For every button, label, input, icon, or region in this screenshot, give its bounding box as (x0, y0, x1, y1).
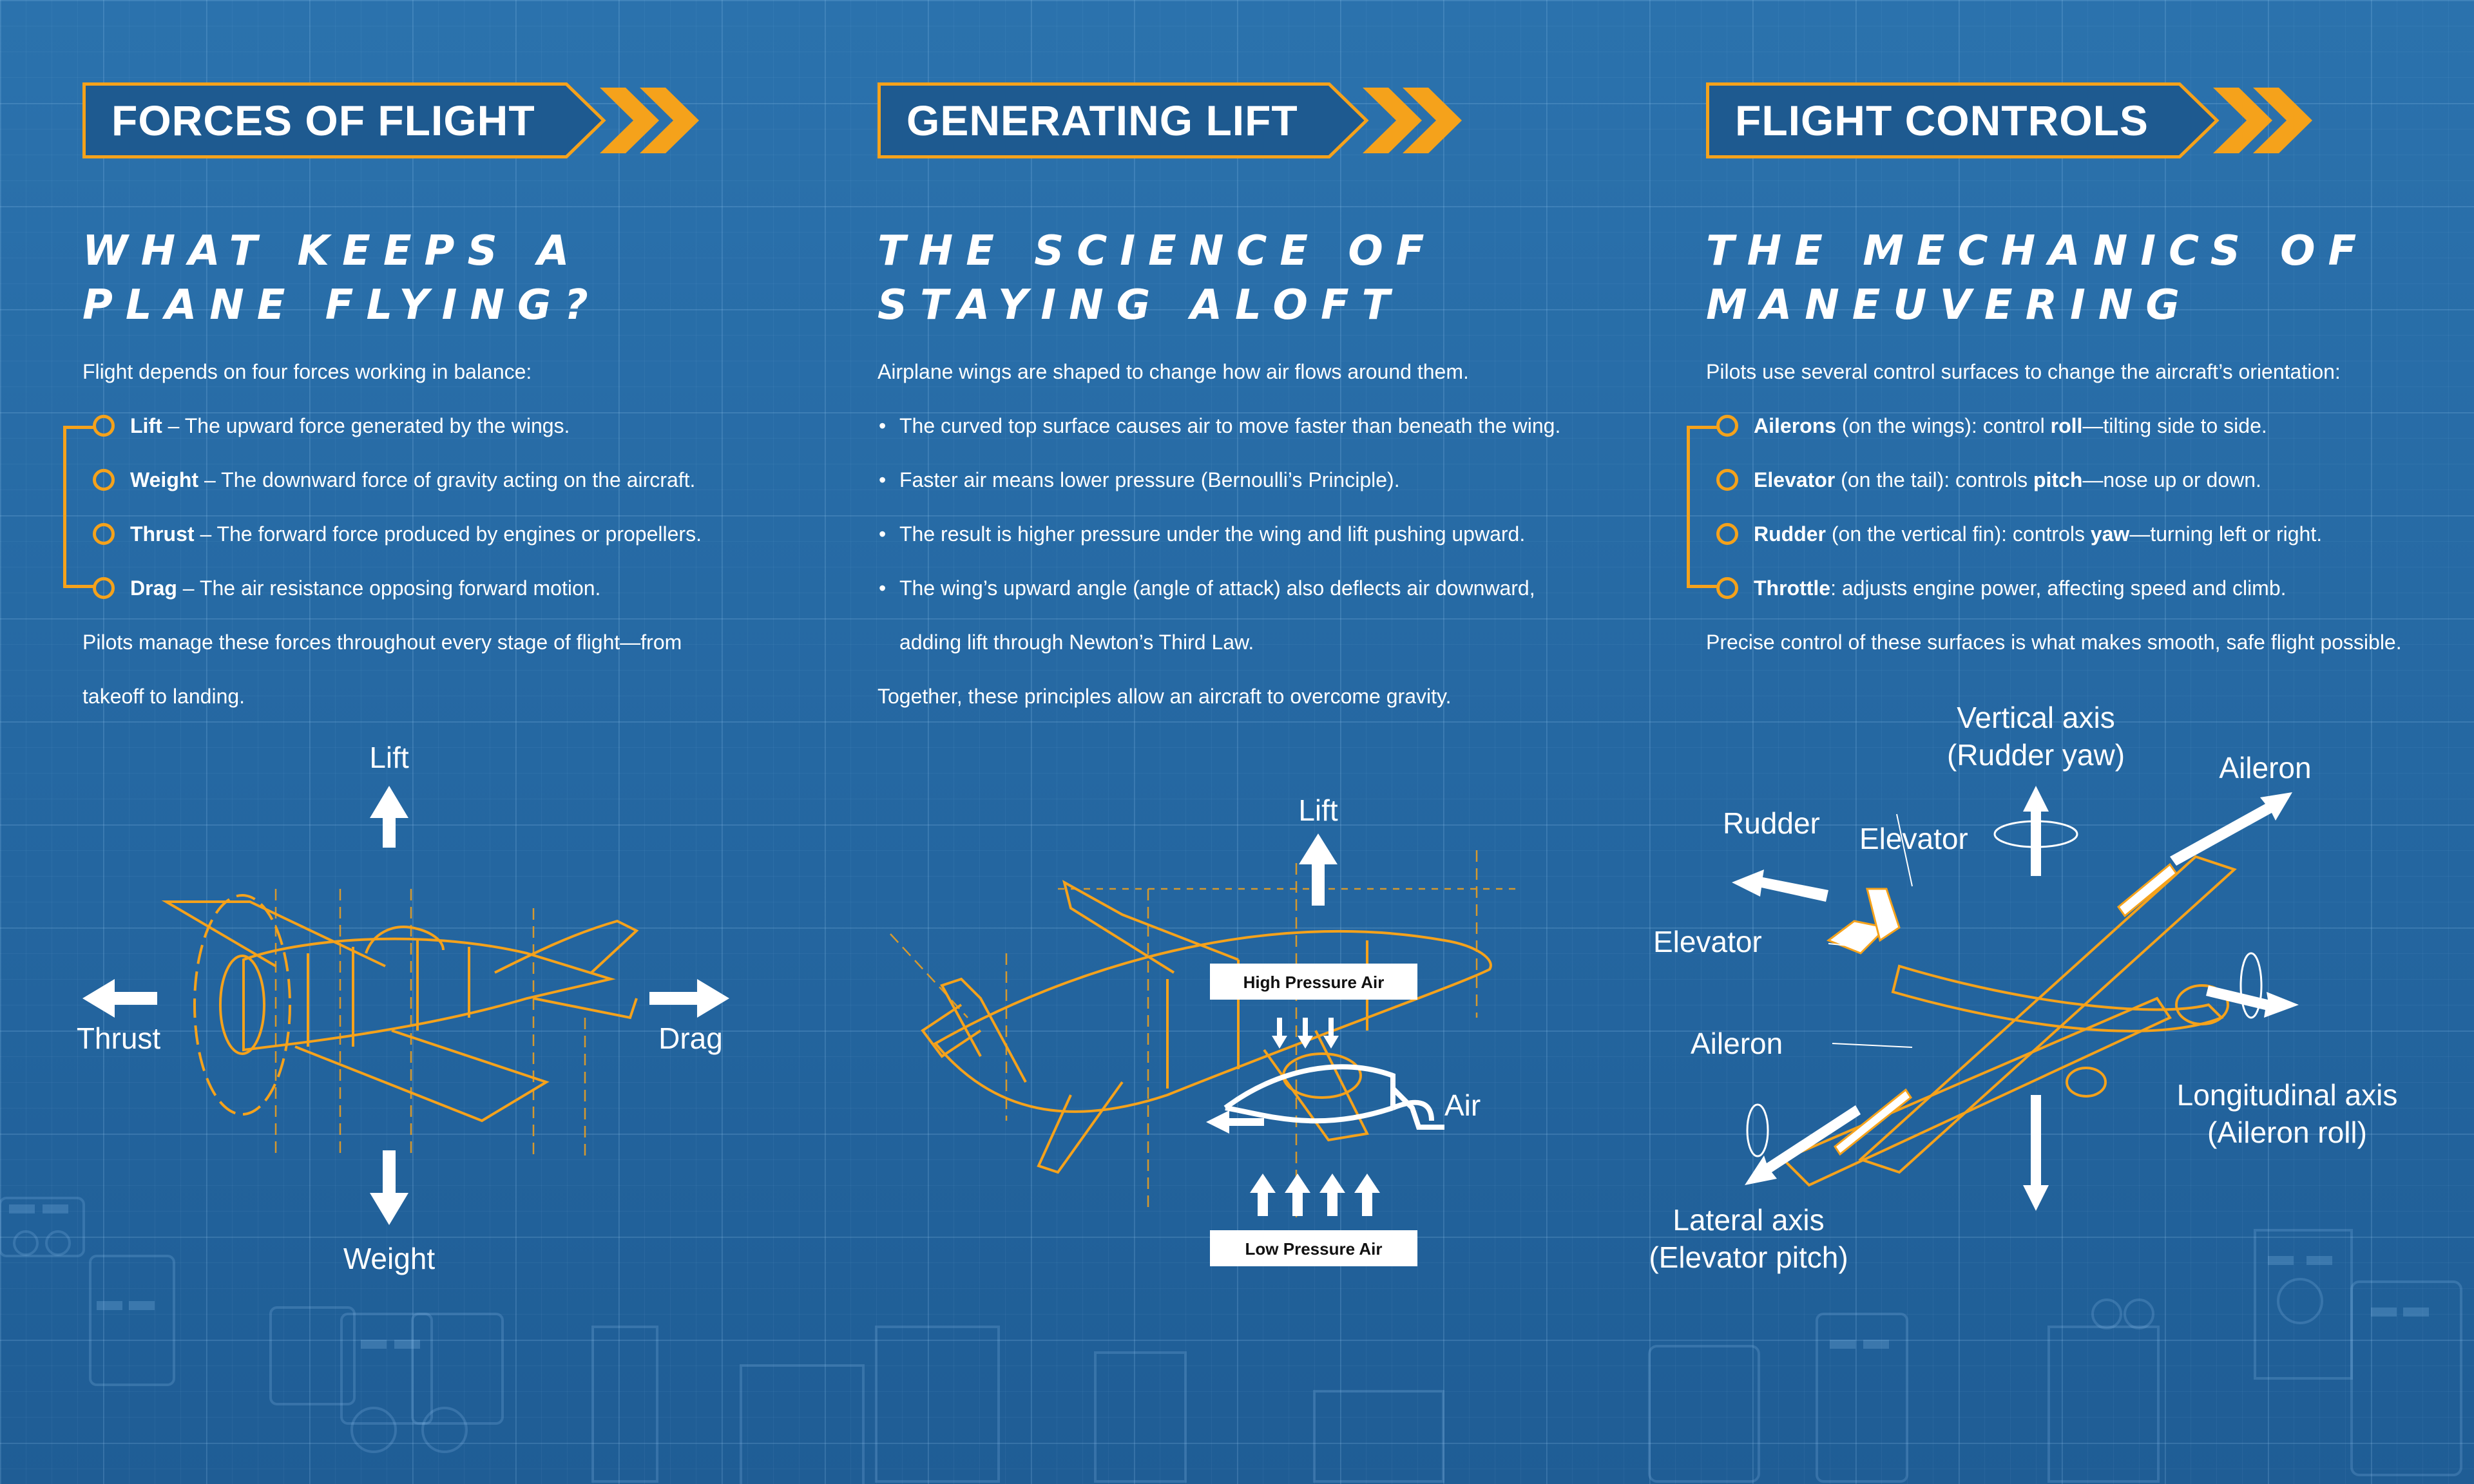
arrow-down-icon (2023, 1095, 2049, 1211)
list-item: Weight – The downward force of gravity acting on the aircraft. (82, 453, 817, 507)
intro-text: Flight depends on four forces working in balance: (82, 360, 532, 383)
intro-text: Pilots use several control surfaces to change the aircraft’s orientation: (1706, 360, 2341, 383)
rudder-label: Rudder (1723, 806, 1820, 840)
circle-bullet-icon (1716, 523, 1738, 545)
air-label: Air (1444, 1089, 1481, 1122)
low-pressure-label: Low Pressure Air (1245, 1239, 1383, 1259)
arrow-left-icon (1732, 870, 1828, 902)
list-item: • The wing’s upward angle (angle of attack) also deflects air downward, (877, 561, 1612, 615)
lift-diagram-svg (877, 696, 1618, 1340)
section-banner (1706, 82, 2316, 158)
intro-text: Airplane wings are shaped to change how air flows around them. (877, 360, 1469, 383)
bullet-dot-icon: • (879, 576, 887, 600)
lift-label: Lift (369, 741, 409, 774)
airliner-blueprint-icon (923, 882, 1491, 1172)
chevron-arrows-icon (2213, 82, 2316, 158)
list-item: Ailerons (on the wings): control roll—tilting side to side. (1706, 399, 2440, 453)
section-subtitle: WHAT KEEPS A PLANE FLYING? (82, 227, 601, 329)
pitch-rotation-icon (1747, 1105, 1768, 1156)
arrow-right-icon (649, 979, 729, 1018)
controls-list (1706, 399, 2440, 615)
lift-label: Lift (1298, 794, 1338, 827)
circle-bullet-icon (1716, 577, 1738, 599)
circle-bullet-icon (93, 469, 115, 491)
lateral-axis-label: Lateral axis (1673, 1203, 1825, 1237)
lift-diagram (877, 696, 1618, 1340)
controls-diagram-svg (1649, 696, 2447, 1340)
vertical-axis-sublabel: (Rudder yaw) (1946, 738, 2125, 772)
section-subtitle: THE SCIENCE OF STAYING ALOFT (877, 227, 1437, 329)
elevator-label: Elevator (1859, 822, 1968, 855)
list-item: • The curved top surface causes air to move faster than beneath the wing. (877, 399, 1612, 453)
arrow-upright-icon (2170, 792, 2292, 866)
upward-arrows-icon (1250, 1174, 1380, 1216)
arrow-up-icon (2023, 786, 2049, 876)
high-pressure-label: High Pressure Air (1243, 973, 1385, 992)
outro-text: Pilots manage these forces throughout every stage of flight—from (82, 631, 682, 654)
thrust-label: Thrust (76, 1022, 161, 1055)
section-banner (82, 82, 703, 158)
list-item: Rudder (on the vertical fin): controls yaw—turning left or right. (1706, 507, 2440, 561)
list-item: Elevator (on the tail): controls pitch—nose up or down. (1706, 453, 2440, 507)
chevron-arrows-icon (1363, 82, 1466, 158)
weight-label: Weight (343, 1242, 436, 1275)
bullet-dot-icon: • (879, 522, 887, 546)
circle-bullet-icon (1716, 415, 1738, 437)
outro-text: takeoff to landing. (82, 685, 245, 708)
airplane-blueprint-icon (166, 895, 637, 1121)
banner-title: GENERATING LIFT (906, 97, 1298, 144)
circle-bullet-icon (93, 577, 115, 599)
list-item: Lift – The upward force generated by the wings. (82, 399, 817, 453)
aileron-label: Aileron (1691, 1027, 1783, 1060)
lateral-axis-sublabel: (Elevator pitch) (1649, 1241, 1848, 1274)
arrow-right-icon (2206, 985, 2299, 1018)
roll-rotation-icon (2241, 953, 2261, 1018)
arrow-down-icon (370, 1150, 408, 1225)
generating-lift-section (877, 0, 1618, 1484)
aileron-surface (2118, 864, 2176, 916)
bullet-dot-icon: • (879, 414, 887, 437)
section-body (1706, 345, 2440, 669)
chevron-arrows-icon (600, 82, 703, 158)
forces-diagram (76, 696, 823, 1340)
outro-text: Precise control of these surfaces is what makes smooth, safe flight possible. (1706, 631, 2402, 654)
drag-label: Drag (658, 1022, 723, 1055)
list-item: • The result is higher pressure under the wing and lift pushing upward. (877, 507, 1612, 561)
circle-bullet-icon (93, 523, 115, 545)
list-item-continuation: adding lift through Newton’s Third Law. (899, 631, 1254, 654)
forces-list (82, 399, 817, 615)
list-item: Throttle: adjusts engine power, affecting speed and climb. (1706, 561, 2440, 615)
arrow-left-icon (82, 979, 157, 1018)
forces-diagram-svg (76, 696, 823, 1340)
banner-title: FLIGHT CONTROLS (1735, 97, 2149, 144)
aileron-label: Aileron (2219, 751, 2312, 785)
list-item: Drag – The air resistance opposing forward motion. (82, 561, 817, 615)
circle-bullet-icon (1716, 469, 1738, 491)
downward-arrows-icon (1272, 1018, 1339, 1049)
section-subtitle: THE MECHANICS OF MANEUVERING (1706, 227, 2370, 329)
longitudinal-axis-sublabel: (Aileron roll) (2207, 1116, 2367, 1149)
flight-controls-section (1649, 0, 2447, 1484)
outro-text: Together, these principles allow an aircraft to overcome gravity. (877, 685, 1452, 708)
section-body (82, 345, 817, 723)
longitudinal-axis-label: Longitudinal axis (2176, 1078, 2398, 1112)
controls-diagram (1649, 696, 2447, 1340)
section-body (877, 345, 1612, 723)
elevator-label: Elevator (1653, 925, 1762, 958)
arrow-up-icon (370, 786, 408, 848)
vertical-axis-label: Vertical axis (1957, 701, 2115, 734)
section-banner (877, 82, 1466, 158)
list-item: • Faster air means lower pressure (Bernoulli’s Principle). (877, 453, 1612, 507)
forces-of-flight-section (76, 0, 823, 1484)
bullet-dot-icon: • (879, 468, 887, 491)
arrow-up-icon (1299, 833, 1338, 906)
list-item: Thrust – The forward force produced by engines or propellers. (82, 507, 817, 561)
circle-bullet-icon (93, 415, 115, 437)
banner-title: FORCES OF FLIGHT (111, 97, 535, 144)
